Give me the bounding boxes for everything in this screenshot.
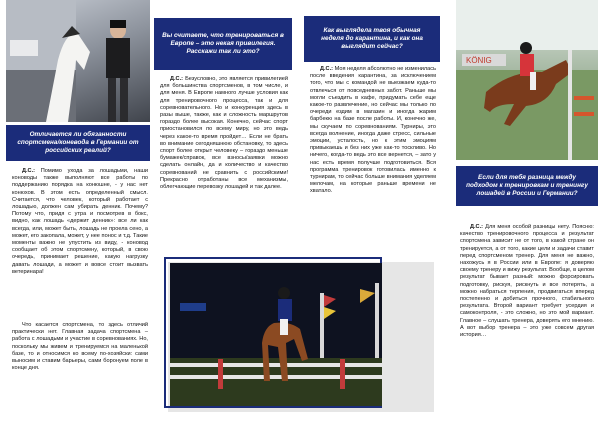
question-box-1 [6,125,150,161]
answer-text-2 [160,76,288,191]
speaker-label-2: Д.С.: [170,76,183,82]
photo-jumping-horse [456,0,598,160]
speaker-label-1: Д.С.: [22,168,35,174]
answer-text-1 [12,168,148,276]
answer-paragraph-1b: Что касается спортсмена, то здесь отличий практически нет. Главная задача спортсмена – работа с лошадьми и участие в соревнованиях. Но, поскольку мы живем и тренируемся на маленькой базе, то и относимся ко всему по-хозяйски: сами выносим и ставим барьеры, сами боронуем поле в конце дня. [12,322,148,372]
question-box-4 [456,166,598,206]
question-text-2: Вы считаете, что тренироваться в Европе – это некая привилегия. Расскажи так ли это? [162,32,284,55]
photo-jumping-horse-drawing [456,0,598,160]
answer-text-4 [460,224,594,339]
answer-paragraph-2: Безусловно, это является привилегией для большинства спортсменов, в том числе, и для меня. В Европе намного лучше условия как для тренировочного процесса, так и для соревновательного. Но и конкуренция здесь в разы выше, также, как и сложность маршрутов гораздо более высокая. Конечно, сейчас спорт приостановился по всему миру, но это ведь через какое-то время пройдет… Если не брать во внимание сегодняшнюю обстановку, то здесь спорт более открыт человеку – гораздо меньше бумажек/справок, все взносы/заявки можно сделать онлайн, да и количество и качество соревнований не сравнить с российскими! Прекрасно отработаны все механизмы, облегчающие перевозку лошадей и так далее. [160,76,288,191]
photo-rider-with-horse-drawing [6,0,150,122]
question-text-3: Как выглядела твоя обычная неделя до карантина, и как она выглядит сейчас? [321,27,423,50]
question-text-1: Отличается ли обязанности спортсмена/коневода в Германии от российских реалий? [17,131,139,154]
question-box-2 [154,18,292,70]
answer-text-1b [12,322,148,372]
question-text-4: Если для тебя разница между подходом к тренировкам и тренингу лошадей в России и Германии? [466,174,588,197]
speaker-label-3: Д.С.: [320,66,333,72]
photo-show-jumping-arena [170,263,382,406]
answer-text-3 [310,66,436,196]
answer-paragraph-1: Помимо ухода за лошадьми, наши коноводы также выполняют все работы по поддержанию порядка на конюшне, - у нас нет конюхов. В этом есть определенный смысл. Считается, что человек, который работает с лошадью, должен сам убирать денник. Почему? Потому что, придя с утра и посмотрев в бокс, видно, как лошадь «держит денник»: все ли как всегда, или, может быть, лошадь не проела сено, а может, его закопала, может, у нее понос и т.д. Такие моменты важно не упустить из виду, - коновод сообщает об этом спортсмену, который, в свою очередь, принимает решение, какую нагрузку давать лошади, а может и вовсе стоит вызвать ветеринара! [12,168,148,275]
photo-rider-with-horse [6,0,150,122]
speaker-label-4: Д.С.: [470,224,483,230]
question-box-3 [304,16,440,62]
answer-paragraph-4: Для меня особой разницы нету. Поясню: качество тренировочного процесса и результат спортсмена зависит не от того, в какой стране он тренируется, а от того, какие цели и задачи ставит перед спортсменом тренер. Для меня не важно, нахожусь я в России или в Европе: я доверяю своему тренеру и вижу результат. Вообще, в целом результат бывает разный: можно форсировать подготовку, рискуя, рискнуть и все потерять, а можно набраться терпения, продвигаться вперед постепенно и добиться прочного, стабильного результата. Второй вариант требует усердия и самоконтроля, - это сложно, но это мой вариант. Главное – слушать тренера, доверять его мнению. А вот выбор тренера – это уже совсем другая история… [460,224,594,339]
photo-show-jumping-arena-drawing [170,263,382,406]
banner-text: KÖNIG [466,56,492,65]
answer-paragraph-3: Моя неделя абсолютно не изменилась после введения карантина, за исключением того, что мы с командой не выезжаем куда-то отвлечься от повседневных забот. Раньше мы могли съездить в кафе, придумать себе еще какое-то развлечение, но сейчас мы только по очереди ездим в магазин и иногда жарим барбекю на базе после работы. И, конечно же, мы скучаем по соревнованиям. Турниры, это всегда волнение, иногда даже стресс, сильные эмоции, усталость, но к этим эмоциям привыкаешь и без них уже как-то тоскливо. Но ничего, когда-то ведь это все вернется, – зато у нас есть время получше подготовиться. Вся программа тренировок готовилась именно к турнирам, то сейчас больше внимания уделяем мелочам, на которые раньше времени не хватало. [310,66,437,195]
